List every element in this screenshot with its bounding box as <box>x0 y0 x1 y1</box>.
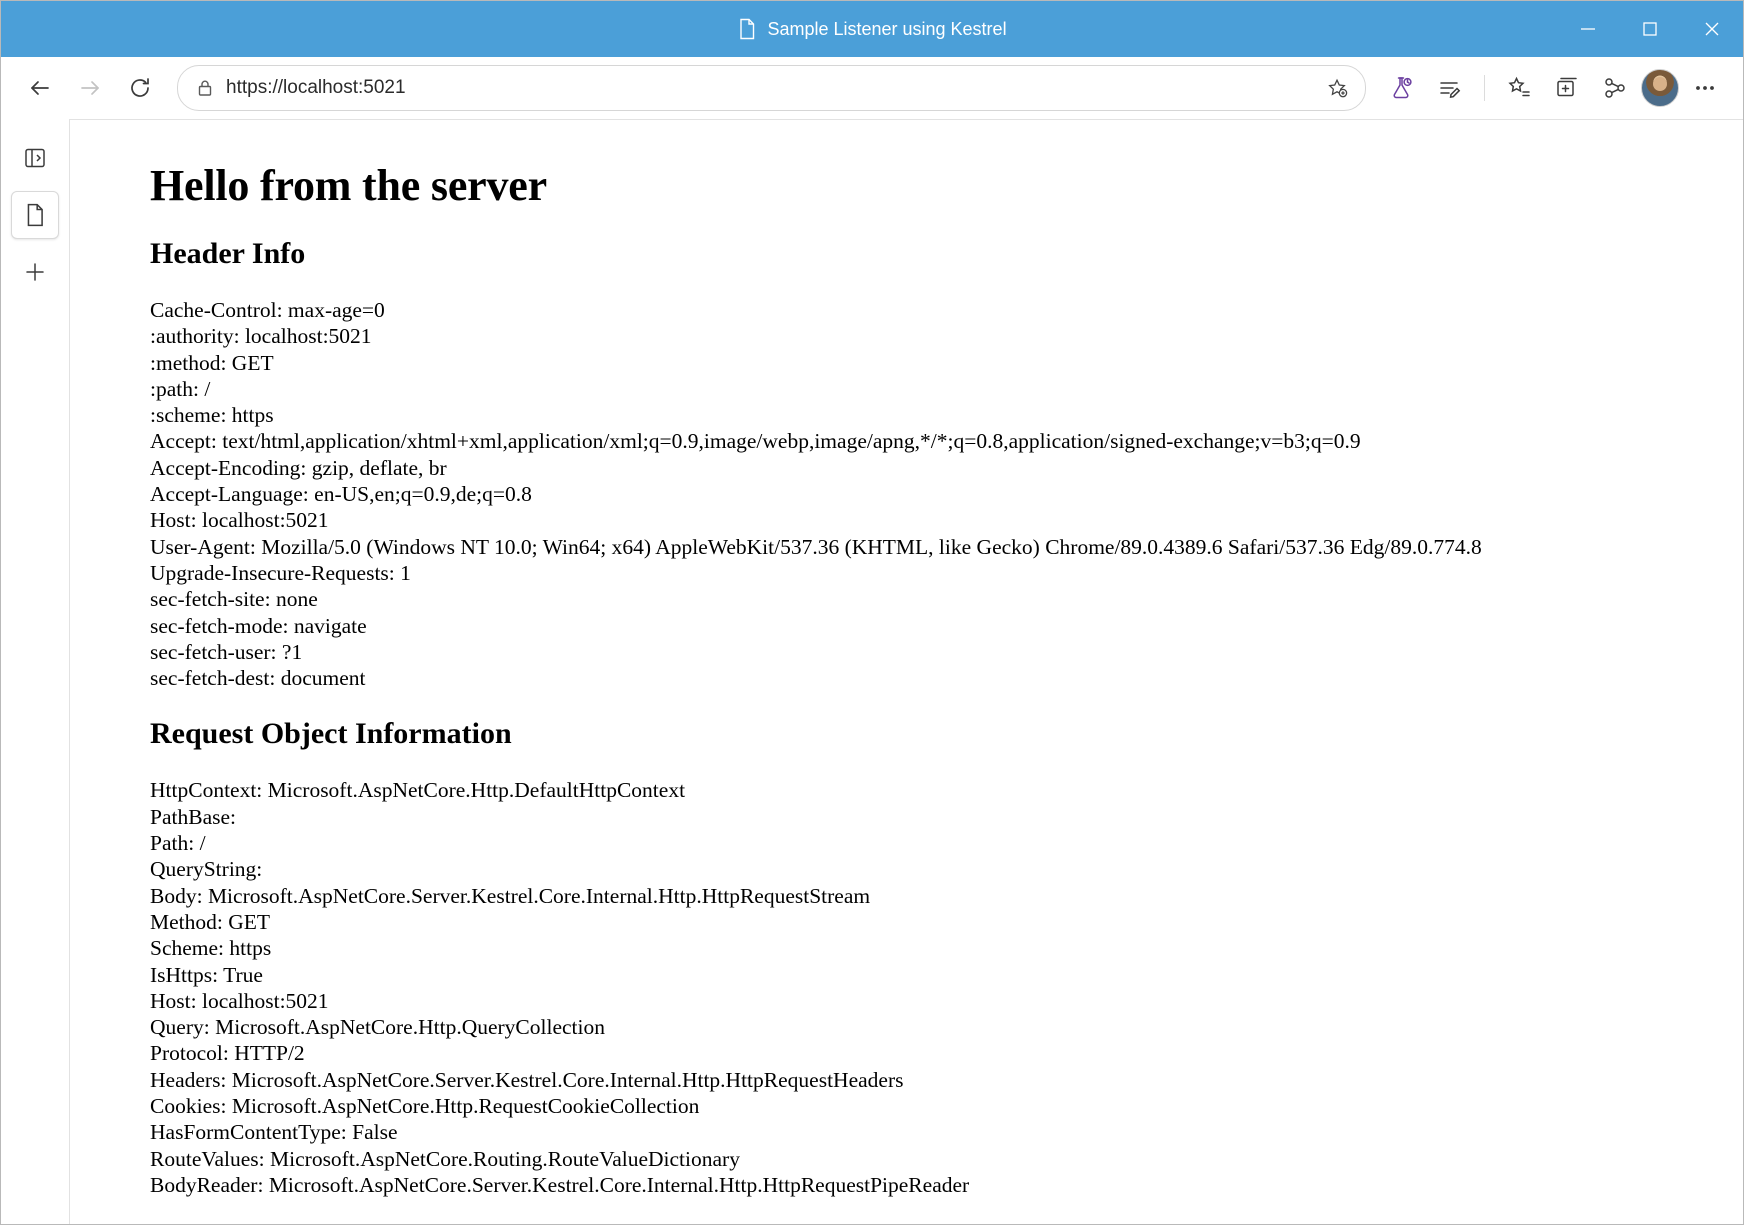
request-info-line: Query: Microsoft.AspNetCore.Http.QueryCollection <box>150 1015 605 1040</box>
header-info-line: Accept-Language: en-US,en;q=0.9,de;q=0.8 <box>150 482 532 507</box>
header-info-line: :method: GET <box>150 350 274 375</box>
header-info-line: sec-fetch-site: none <box>150 587 318 612</box>
browser-extensions-icon[interactable] <box>1593 66 1637 110</box>
request-info-line: Body: Microsoft.AspNetCore.Server.Kestrel.Core.Internal.Http.HttpRequestStream <box>150 883 871 908</box>
request-info-line: BodyReader: Microsoft.AspNetCore.Server.Kestrel.Core.Internal.Http.HttpRequestPipeReader <box>150 1172 970 1197</box>
header-info-line: :authority: localhost:5021 <box>150 324 372 349</box>
request-info-line: PathBase: <box>150 804 236 829</box>
request-info-line: Path: / <box>150 831 206 856</box>
header-info-line: Upgrade-Insecure-Requests: 1 <box>150 560 411 585</box>
close-button[interactable] <box>1681 1 1743 57</box>
header-info-line: Host: localhost:5021 <box>150 508 329 533</box>
forward-button[interactable] <box>67 65 113 111</box>
url-text[interactable]: https://localhost:5021 <box>226 77 406 98</box>
minimize-button[interactable] <box>1557 1 1619 57</box>
request-info-line: Protocol: HTTP/2 <box>150 1041 305 1066</box>
header-info-line: sec-fetch-user: ?1 <box>150 639 303 664</box>
tab-page-icon[interactable] <box>11 191 59 239</box>
back-button[interactable] <box>17 65 63 111</box>
request-info-line: HttpContext: Microsoft.AspNetCore.Http.DefaultHttpContext <box>150 778 686 803</box>
lock-icon <box>196 78 214 98</box>
page-title: Hello from the server <box>150 161 547 210</box>
header-info-block <box>150 297 1713 691</box>
request-info-line: IsHttps: True <box>150 962 263 987</box>
request-info-block <box>150 777 1713 1198</box>
request-info-line: Host: localhost:5021 <box>150 988 329 1013</box>
request-info-line: QueryString: <box>150 857 263 882</box>
maximize-button[interactable] <box>1619 1 1681 57</box>
header-info-line: sec-fetch-dest: document <box>150 666 366 691</box>
header-info-title: Header Info <box>150 237 306 270</box>
header-info-line: :scheme: https <box>150 403 274 428</box>
header-info-line: User-Agent: Mozilla/5.0 (Windows NT 10.0; Win64; x64) AppleWebKit/537.36 (KHTML, like Gecko) Chrome/89.0.4389.6 Safari/537.36 Edg/89.0.774.8 <box>150 534 1482 559</box>
request-info-line: HasFormContentType: False <box>150 1120 398 1145</box>
header-info-line: Accept: text/html,application/xhtml+xml,application/xml;q=0.9,image/webp,image/apng,*/*;q=0.8,application/signed-exchange;v=b3;q=0.9 <box>150 429 1361 454</box>
request-info-line: Cookies: Microsoft.AspNetCore.Http.RequestCookieCollection <box>150 1094 700 1119</box>
window-title: Sample Listener using Kestrel <box>767 18 1007 39</box>
toolbar-divider <box>1484 75 1485 101</box>
request-info-line: Headers: Microsoft.AspNetCore.Server.Kestrel.Core.Internal.Http.HttpRequestHeaders <box>150 1067 904 1092</box>
header-info-line: Accept-Encoding: gzip, deflate, br <box>150 455 447 480</box>
refresh-button[interactable] <box>117 65 163 111</box>
browser-body <box>1 119 1743 1224</box>
header-info-line: sec-fetch-mode: navigate <box>150 613 367 638</box>
browser-toolbar <box>1 57 1743 119</box>
address-bar[interactable] <box>177 65 1366 111</box>
title-bar <box>1 1 1743 57</box>
read-aloud-icon[interactable] <box>1428 66 1472 110</box>
collections-icon[interactable] <box>1545 66 1589 110</box>
favorites-icon[interactable] <box>1497 66 1541 110</box>
request-info-line: RouteValues: Microsoft.AspNetCore.Routing.RouteValueDictionary <box>150 1146 740 1171</box>
window-title-group <box>1 18 1743 40</box>
add-favorite-icon[interactable] <box>1319 70 1355 106</box>
request-info-line: Method: GET <box>150 909 271 934</box>
window-controls <box>1557 1 1743 57</box>
request-info-title: Request Object Information <box>150 717 512 751</box>
request-info-line: Scheme: https <box>150 936 272 961</box>
new-tab-icon[interactable] <box>12 249 58 295</box>
header-info-line: :path: / <box>150 376 211 401</box>
vertical-tab-rail <box>1 119 69 1224</box>
profile-avatar[interactable] <box>1641 69 1679 107</box>
header-info-line: Cache-Control: max-age=0 <box>150 298 385 322</box>
settings-and-more-icon[interactable] <box>1683 66 1727 110</box>
page-content <box>69 119 1743 1224</box>
browser-essentials-icon[interactable] <box>1380 66 1424 110</box>
document-icon <box>737 18 757 40</box>
vertical-tabs-icon[interactable] <box>12 135 58 181</box>
